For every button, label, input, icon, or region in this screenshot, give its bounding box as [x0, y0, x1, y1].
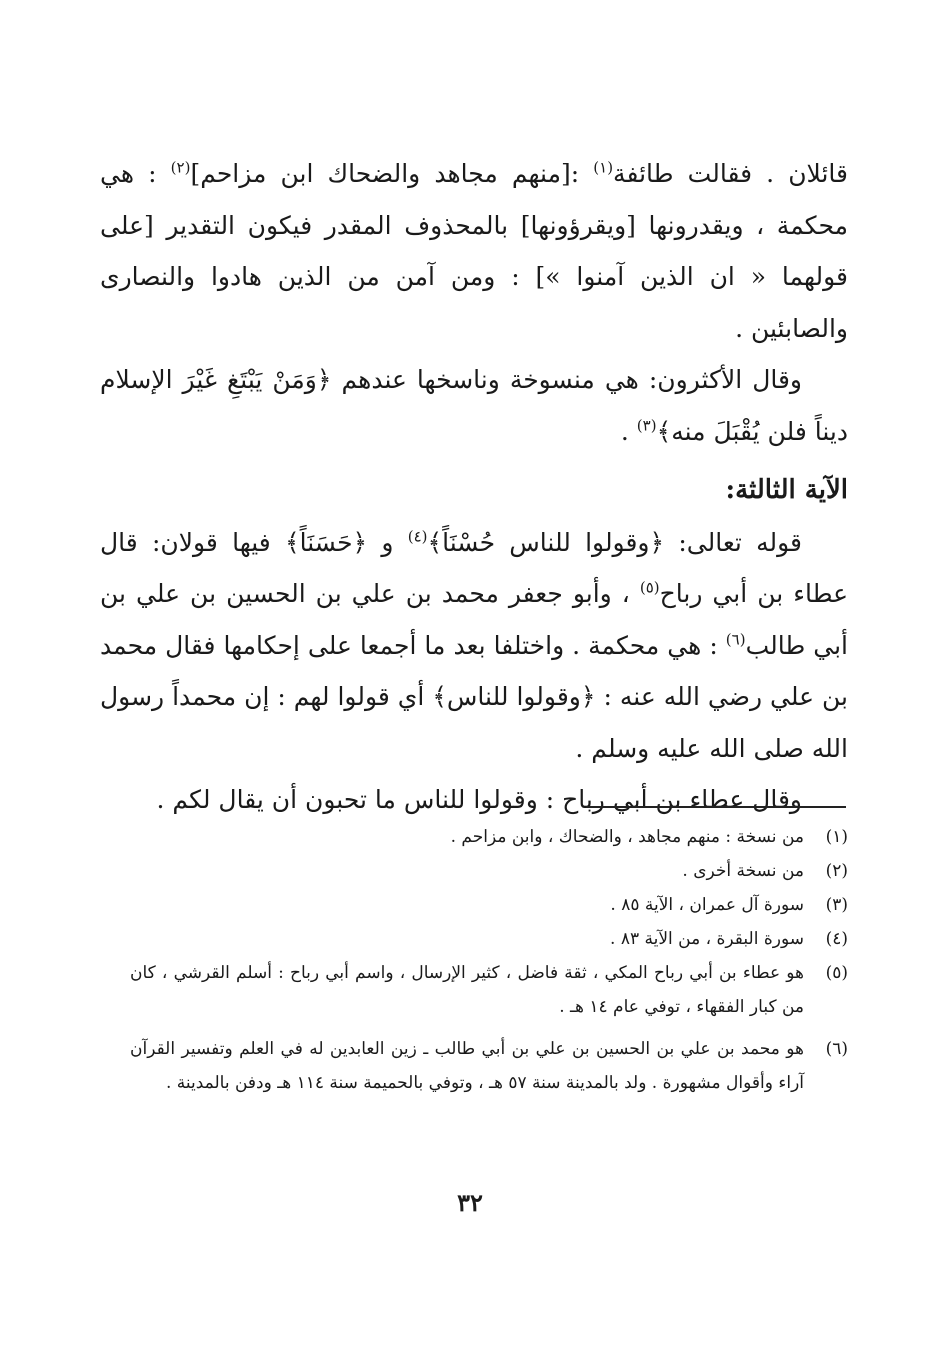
footnote-1	[130, 820, 848, 854]
page-number: ٣٢	[457, 1188, 483, 1217]
footnote-ref-6[interactable]: (٦)	[725, 630, 746, 649]
footnote-ref-1[interactable]: (١)	[593, 158, 614, 177]
footnote-number: (٤)	[825, 929, 848, 949]
footnote-6	[130, 1032, 848, 1100]
footnote-ref-2[interactable]: (٢)	[170, 158, 191, 177]
text-run: : هي محكمة ، ويقدرونها [ويقرؤونها] بالمحذوف المقدر فيكون التقدير [على قولهما « ان الذين آمنوا »] : ومن آمن من الذين هادوا والنصارى والصابئين .	[100, 159, 848, 343]
footnote-text: من نسخة : منهم مجاهد ، والضحاك ، وابن مزاحم .	[450, 827, 804, 847]
text-run: :[منهم مجاهد والضحاك ابن مزاحم]	[190, 159, 594, 188]
main-text	[100, 148, 848, 826]
footnote-5	[130, 956, 848, 1024]
section-heading: الآية الثالثة:	[725, 475, 848, 505]
footnote-ref-5[interactable]: (٥)	[639, 578, 660, 597]
footnote-text: هو محمد بن علي بن الحسين بن علي بن أبي طالب ـ زين العابدين له في العلم وتفسير القرآن آراء وأقوال مشهورة . ولد بالمدينة سنة ٥٧ هـ ، وتوفي بالحميمة سنة ١١٤ هـ ودفن بالمدينة .	[130, 1039, 804, 1093]
paragraph-1	[100, 148, 848, 354]
text-run: .	[620, 416, 637, 446]
text-run: وقال الأكثرون: هي منسوخة وناسخها عندهم ﴿وَمَنْ يَبْتَغِ غَيْرَ الإسلام ديناً فلن يُقْبَلَ منه﴾	[100, 365, 848, 446]
paragraph-2	[100, 354, 848, 457]
footnote-text: سورة البقرة ، من الآية ٨٣ .	[610, 929, 804, 949]
footnote-number: (٣)	[825, 895, 848, 915]
footnote-text: من نسخة أخرى .	[682, 861, 804, 881]
footnote-2	[130, 854, 848, 888]
footnote-ref-4[interactable]: (٤)	[407, 527, 428, 546]
text-run: و ﴿حَسَنَاً﴾ فيها قولان: قال عطاء بن أبي رباح	[100, 527, 848, 608]
footnote-number: (٥)	[825, 963, 848, 983]
footnote-number: (٢)	[825, 861, 848, 881]
footnote-3	[130, 888, 848, 922]
footnotes	[130, 820, 848, 1100]
footnote-number: (١)	[825, 827, 848, 847]
text-run: قوله تعالى: ﴿وقولوا للناس حُسْنَاً﴾	[427, 527, 802, 557]
text-run: ، وأبو جعفر محمد بن علي بن الحسين بن علي بن أبي طالب	[100, 579, 848, 660]
footnote-divider	[586, 806, 846, 808]
footnote-text: هو عطاء بن أبي رباح المكي ، ثقة فاضل ، كثير الإرسال ، واسم أبي رباح : أسلم القرشي ، كان من كبار الفقهاء ، توفي عام ١٤ هـ .	[130, 963, 804, 1017]
paragraph-3	[100, 517, 848, 775]
footnote-text: سورة آل عمران ، الآية ٨٥ .	[610, 895, 804, 915]
text-run: : هي محكمة . واختلفا بعد ما أجمعا على إحكامها فقال محمد بن علي رضي الله عنه : ﴿وقولوا للناس﴾ أي قولوا لهم : إن محمداً رسول الله صلى الله عليه وسلم .	[100, 630, 848, 763]
footnote-number: (٦)	[825, 1039, 848, 1059]
footnote-ref-3[interactable]: (٣)	[636, 416, 657, 435]
footnote-4	[130, 922, 848, 956]
paragraph-4: وقال عطاء بن أبي رباح : وقولوا للناس ما تحبون أن يقال لكم .	[156, 785, 802, 814]
text-run: قائلان . فقالت طائفة	[613, 159, 849, 188]
